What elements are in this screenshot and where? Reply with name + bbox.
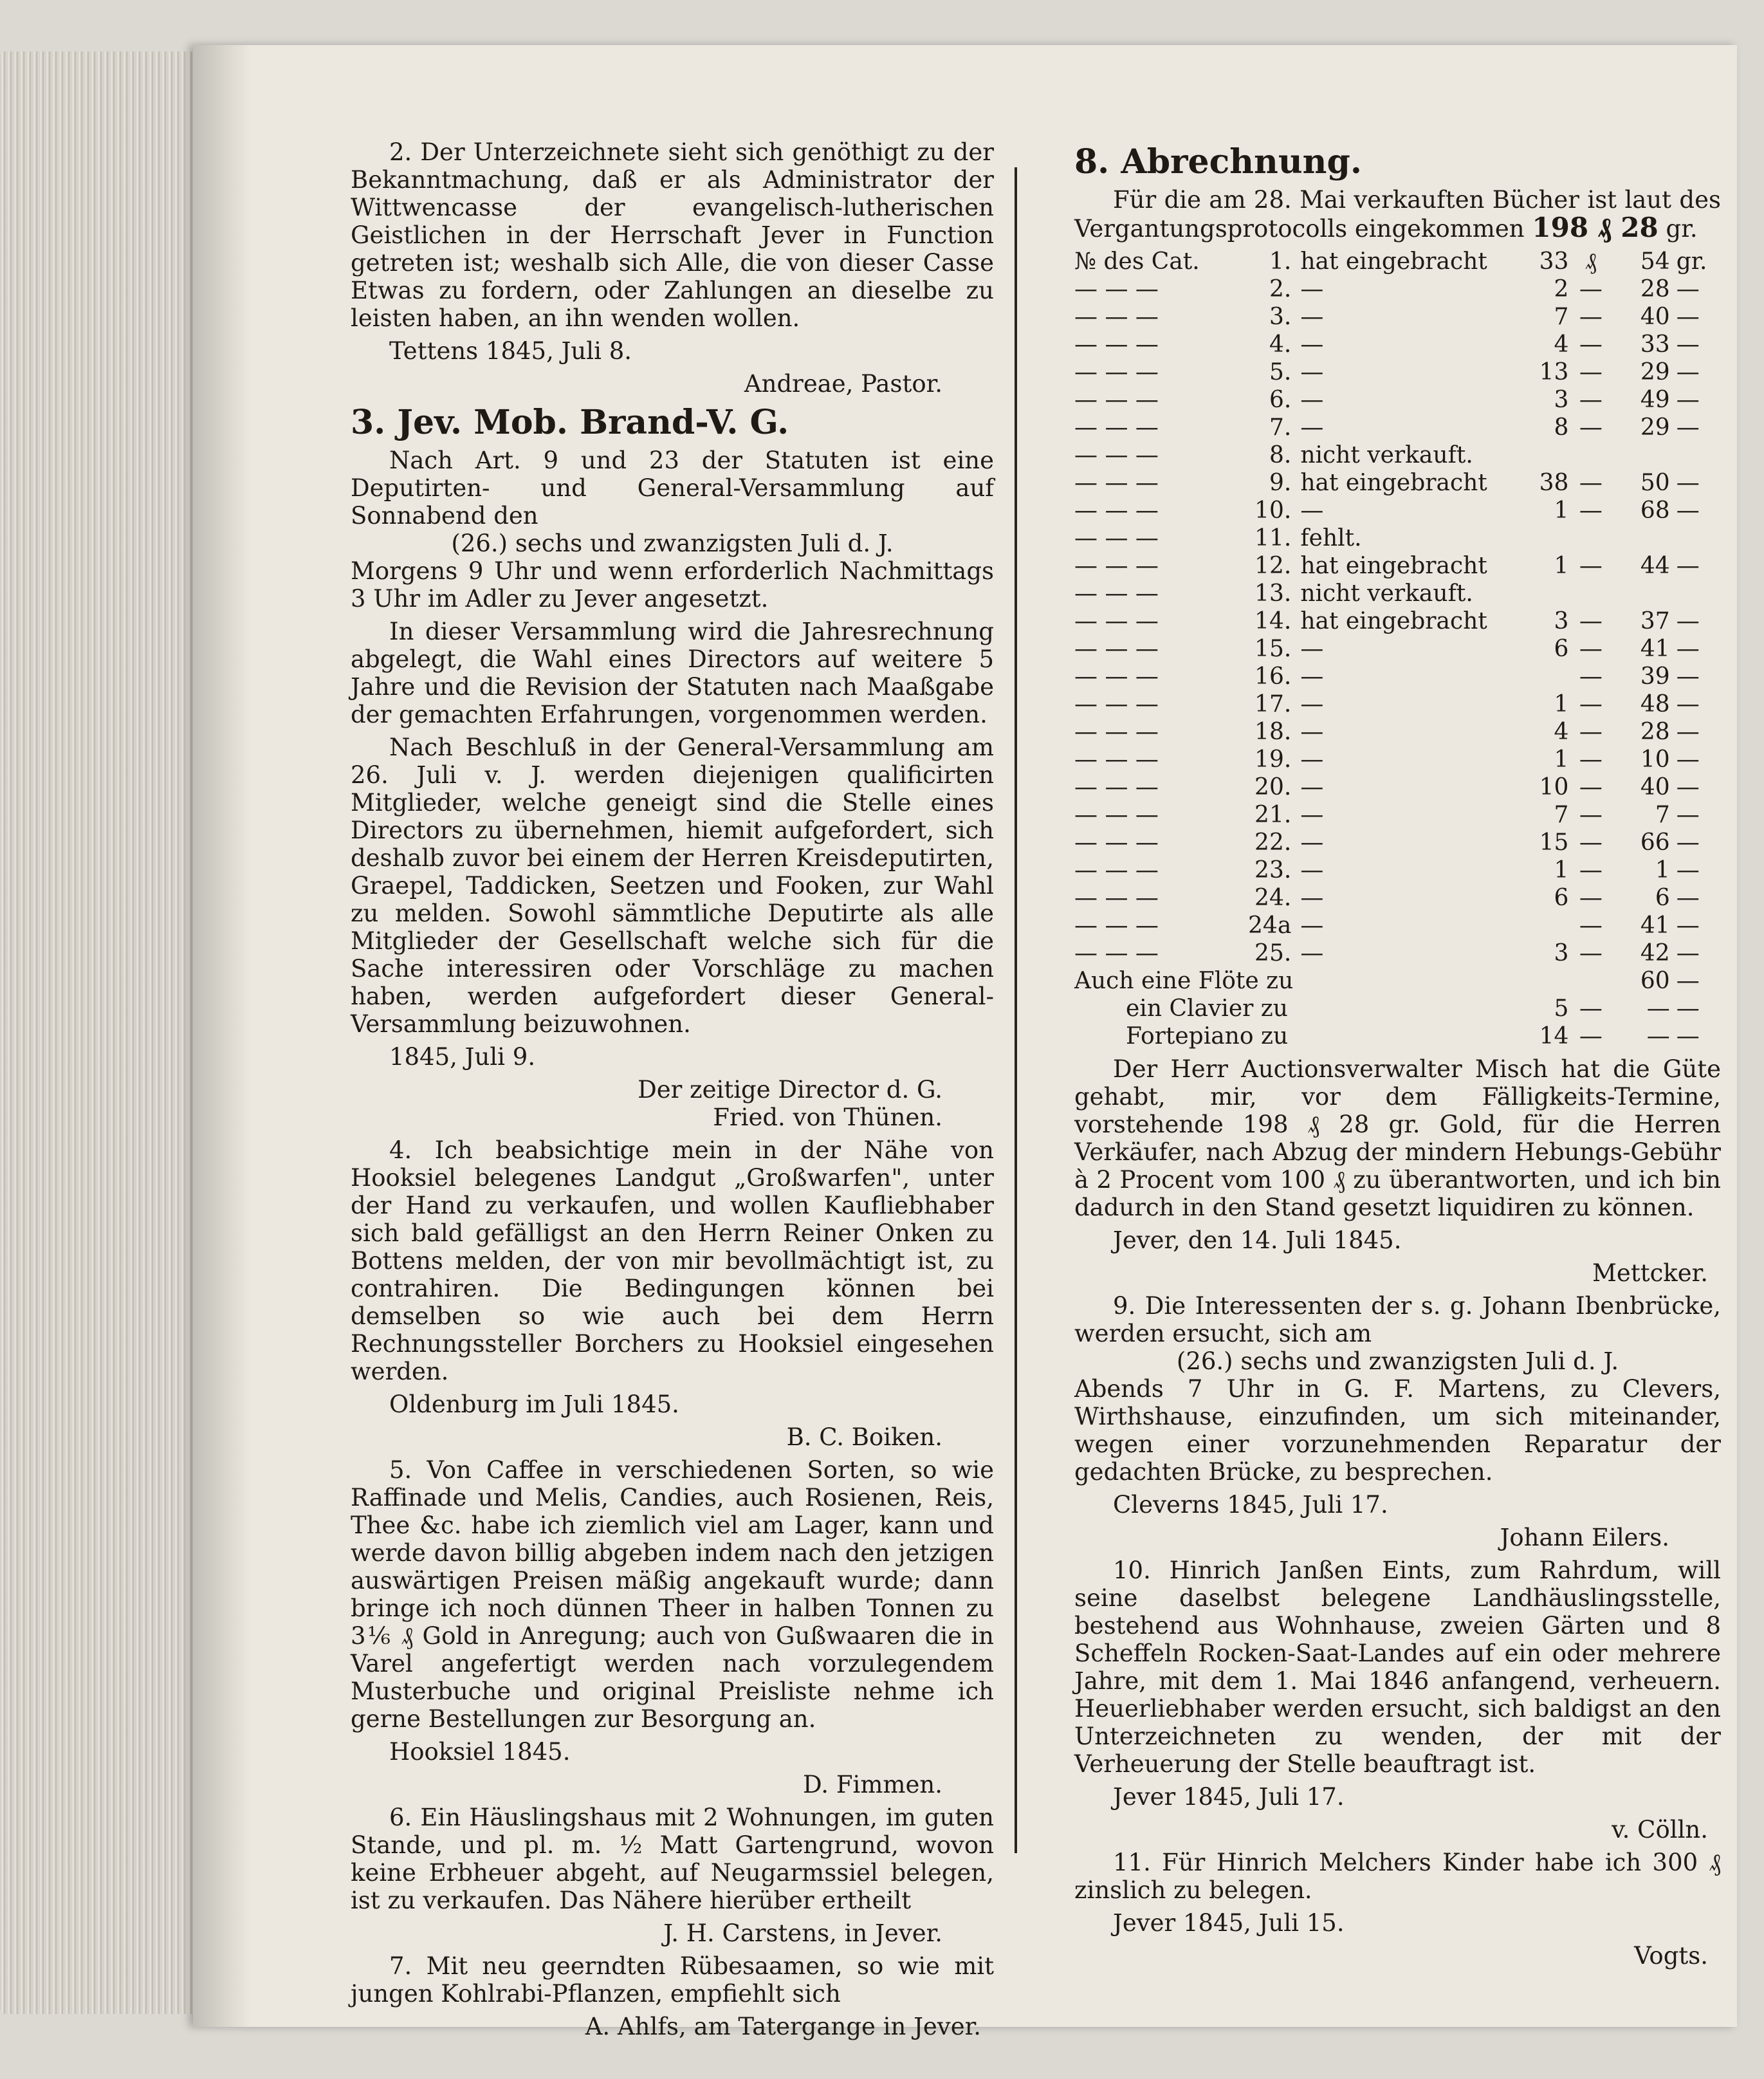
row-note: — — [1300, 940, 1324, 966]
book-page-edges — [0, 51, 193, 2014]
thaler-value: 4 — [1554, 719, 1569, 745]
groschen-value: 7 — [1655, 802, 1670, 828]
catalog-number: 12. — [1254, 553, 1292, 579]
row-note: hat eingebracht — [1300, 470, 1487, 496]
row-note: — — [1300, 912, 1324, 939]
catalog-label: — — — — [1074, 331, 1159, 358]
catalog-number: 10. — [1254, 497, 1292, 524]
currency-sign: — — [1579, 857, 1603, 883]
table-row — [1074, 939, 1721, 967]
table-row — [1074, 248, 1721, 275]
catalog-number: 4. — [1269, 331, 1292, 358]
catalog-label: — — — — [1074, 580, 1159, 607]
row-note: — — [1300, 802, 1324, 828]
catalog-label: — — — — [1074, 663, 1159, 690]
currency-sign: — — [1579, 331, 1603, 358]
notice-text: Nach Art. 9 und 23 der Statuten ist eine Deputirten- und General-Versammlung auf Sonnabend den — [351, 447, 994, 530]
place-date: Jever, den 14. Juli 1845. — [1113, 1226, 1402, 1254]
thaler-value: 4 — [1554, 331, 1569, 358]
currency-sign: — — [1579, 608, 1603, 634]
thaler-value: 8 — [1554, 414, 1569, 441]
catalog-number: 20. — [1254, 774, 1292, 800]
row-note: — — [1300, 497, 1324, 524]
thaler-value: 10 — [1539, 774, 1569, 800]
table-row — [1074, 580, 1721, 607]
place-date: Oldenburg im Juli 1845. — [389, 1391, 679, 1418]
signature: Mettcker. — [1592, 1259, 1708, 1287]
unit-suffix: — — [1676, 276, 1700, 302]
groschen-value: 49 — [1640, 387, 1670, 413]
unit-suffix: — — [1676, 1023, 1700, 1049]
notice-text: 5. Von Caffee in verschiedenen Sorten, so wie Raffinade und Melis, Candies, auch Rosienen, Reis, Thee &c. habe ich ziemlich viel am Lager, kann und werde davon billig abgeben indem nach den jetzigen auswärtigen Preisen mäßig angekauft wurde; dann bringe ich noch dünnen Theer in halben Tonnen zu 3⅙ ₰ Gold in Anregung; auch von Gußwaaren die in Varel angefertigt werden nach vorzulegendem Musterbuche und original Preisliste nehme ich gerne Bestellungen zur Besorgung an. — [351, 1456, 994, 1733]
catalog-number: 24a — [1248, 912, 1292, 939]
table-row — [1074, 275, 1721, 303]
groschen-value: 37 — [1640, 608, 1670, 634]
currency-sign: — — [1579, 774, 1603, 800]
currency-sign: — — [1579, 553, 1603, 579]
item-label: ein Clavier zu — [1126, 995, 1288, 1022]
row-note: — — [1300, 746, 1324, 773]
catalog-number: 25. — [1254, 940, 1292, 966]
unit-suffix: — — [1676, 940, 1700, 966]
unit-suffix: gr. — [1676, 248, 1707, 275]
signature: A. Ahlfs, am Tatergange in Jever. — [585, 2013, 981, 2040]
table-row — [1074, 607, 1721, 635]
notice-text: 2. Der Unterzeichnete sieht sich genöthigt zu der Bekanntmachung, daß er als Administrator der Wittwencasse der evangelisch-lutherischen Geistlichen in der Herrschaft Jever in Function getreten ist; weshalb sich Alle, die von dieser Casse Etwas zu fordern, oder Zahlungen an dieselbe zu leisten haben, an ihn wenden wollen. — [351, 138, 994, 332]
place-date: Cleverns 1845, Juli 17. — [1113, 1491, 1388, 1519]
table-row — [1074, 773, 1721, 801]
thaler-value: 3 — [1554, 387, 1569, 413]
notice-7 — [351, 1952, 994, 2040]
currency-sign — [1568, 441, 1613, 469]
catalog-label: — — — — [1074, 497, 1159, 524]
unit-suffix: — — [1676, 470, 1700, 496]
catalog-label: — — — — [1074, 276, 1159, 302]
notice-text: Der Herr Auctionsverwalter Misch hat die Güte gehabt, mir, vor dem Fälligkeits-Termine, vorstehende 198 ₰ 28 gr. Gold, für die Herren Verkäufer, nach Abzug der mindern Hebungs-Gebühr à 2 Procent vom 100 ₰ zu überantworten, und ich bin dadurch in den Stand gesetzt liquidiren zu können. — [1074, 1055, 1721, 1221]
catalog-label: № des Cat. — [1074, 248, 1200, 275]
table-row — [1074, 718, 1721, 746]
unit-suffix: — — [1676, 304, 1700, 330]
notice-6 — [351, 1804, 994, 1947]
currency-sign: — — [1579, 912, 1603, 939]
notice-intro — [1074, 186, 1721, 243]
unit-suffix: — — [1676, 885, 1700, 911]
left-column — [351, 138, 994, 2046]
thaler-value: 7 — [1554, 304, 1569, 330]
signature: v. Cölln. — [1612, 1816, 1708, 1843]
catalog-number: 13. — [1254, 580, 1292, 607]
groschen-value: — — [1646, 995, 1670, 1022]
row-note: — — [1300, 414, 1324, 441]
row-note: — — [1300, 829, 1324, 856]
catalog-number: 6. — [1269, 387, 1292, 413]
catalog-number: 15. — [1254, 636, 1292, 662]
thaler-value: 38 — [1539, 470, 1569, 496]
currency-sign — [1568, 524, 1613, 552]
table-row — [1074, 746, 1721, 773]
groschen-value: 28 — [1640, 719, 1670, 745]
catalog-label: — — — — [1074, 470, 1159, 496]
groschen-value: 39 — [1640, 663, 1670, 690]
row-note: — — [1300, 331, 1324, 358]
table-row — [1074, 912, 1721, 939]
notice-text: 6. Ein Häuslingshaus mit 2 Wohnungen, im guten Stande, und pl. m. ½ Matt Gartengrund, wovon keine Erbheuer abgeht, auf Neugarmssiel belegen, ist zu verkaufen. Das Nähere hierüber ertheilt — [351, 1804, 994, 1914]
unit-suffix: — — [1676, 912, 1700, 939]
catalog-label: — — — — [1074, 691, 1159, 717]
catalog-label: — — — — [1074, 359, 1159, 385]
row-note: — — [1300, 691, 1324, 717]
table-row — [1074, 303, 1721, 331]
catalog-label: — — — — [1074, 442, 1159, 468]
row-note: hat eingebracht — [1300, 608, 1487, 634]
signature: Johann Eilers. — [1500, 1524, 1669, 1551]
notice-text: 7. Mit neu geerndten Rübesaamen, so wie mit jungen Kohlrabi-Pflanzen, empfiehlt sich — [351, 1952, 994, 2008]
groschen-value: 29 — [1640, 359, 1670, 385]
row-note: — — [1300, 885, 1324, 911]
row-note: — — [1300, 663, 1324, 690]
thaler-value: 6 — [1554, 885, 1569, 911]
currency-sign: — — [1579, 940, 1603, 966]
table-row — [1074, 524, 1721, 552]
catalog-number: 2. — [1269, 276, 1292, 302]
unit-suffix: — — [1676, 995, 1700, 1022]
unit-suffix: — — [1676, 553, 1700, 579]
unit-suffix: — — [1676, 331, 1700, 358]
groschen-value: 60 — [1640, 968, 1670, 994]
groschen-value: 29 — [1640, 414, 1670, 441]
signature: Der zeitige Director d. G. — [638, 1076, 942, 1104]
thaler-value: 1 — [1554, 553, 1569, 579]
catalog-label: — — — — [1074, 746, 1159, 773]
catalog-label: — — — — [1074, 387, 1159, 413]
notice-text: 9. Die Interessenten der s. g. Johann Ibenbrücke, werden ersucht, sich am — [1074, 1292, 1721, 1347]
table-row — [1074, 358, 1721, 386]
catalog-number: 24. — [1254, 885, 1292, 911]
notice-heading: 8. Abrechnung. — [1074, 142, 1362, 181]
table-row — [1074, 497, 1721, 524]
unit-suffix: — — [1676, 359, 1700, 385]
unit-suffix: — — [1676, 497, 1700, 524]
currency-sign: — — [1579, 276, 1603, 302]
table-row — [1074, 967, 1721, 995]
currency-sign: — — [1579, 885, 1603, 911]
currency-sign: — — [1579, 995, 1603, 1022]
groschen-value: 10 — [1640, 746, 1670, 773]
table-row — [1074, 856, 1721, 884]
thaler-value: 14 — [1539, 1023, 1569, 1049]
notice-heading: 3. Jev. Mob. Brand-V. G. — [351, 403, 789, 442]
unit-suffix: — — [1676, 774, 1700, 800]
currency-sign: — — [1579, 802, 1603, 828]
notice-10 — [1074, 1557, 1721, 1843]
meeting-date: (26.) sechs und zwanzigsten Juli d. J. — [451, 530, 894, 557]
row-note: — — [1300, 387, 1324, 413]
column-divider — [1015, 167, 1017, 1853]
thaler-value: 5 — [1554, 995, 1569, 1022]
notice-8 — [1074, 142, 1721, 1287]
place-date: Tettens 1845, Juli 8. — [389, 337, 632, 365]
catalog-number: 16. — [1254, 663, 1292, 690]
catalog-label: — — — — [1074, 774, 1159, 800]
unit-suffix: — — [1676, 829, 1700, 856]
currency-sign: — — [1579, 387, 1603, 413]
notice-9 — [1074, 1292, 1721, 1551]
row-note: — — [1300, 276, 1324, 302]
item-label: Auch eine Flöte zu — [1074, 968, 1294, 994]
thaler-value: 1 — [1554, 746, 1569, 773]
groschen-value: 40 — [1640, 304, 1670, 330]
unit-suffix — [1670, 580, 1721, 607]
place-date: 1845, Juli 9. — [389, 1043, 536, 1071]
thaler-value — [1512, 580, 1568, 607]
thaler-value: 6 — [1554, 636, 1569, 662]
groschen-value: 42 — [1640, 940, 1670, 966]
notice-text: 11. Für Hinrich Melchers Kinder habe ich 300 ₰ zinslich zu belegen. — [1074, 1849, 1721, 1904]
table-row — [1074, 884, 1721, 912]
thaler-value: 2 — [1554, 276, 1569, 302]
groschen-value: 66 — [1640, 829, 1670, 856]
thaler-value — [1512, 441, 1568, 469]
thaler-value — [1512, 912, 1568, 939]
thaler-value: 3 — [1554, 608, 1569, 634]
signature: J. H. Carstens, in Jever. — [663, 1919, 942, 1947]
thaler-value: 33 — [1539, 248, 1569, 275]
signature: Andreae, Pastor. — [744, 370, 942, 398]
intro-unit: gr. — [1666, 215, 1698, 243]
place-date: Jever 1845, Juli 17. — [1113, 1783, 1345, 1811]
unit-suffix: — — [1676, 663, 1700, 690]
thaler-value — [1512, 524, 1568, 552]
catalog-number: 3. — [1269, 304, 1292, 330]
signature: D. Fimmen. — [802, 1771, 942, 1798]
thaler-value: 7 — [1554, 802, 1569, 828]
currency-sign: — — [1579, 1023, 1603, 1049]
thaler-value: 1 — [1554, 497, 1569, 524]
catalog-label: — — — — [1074, 829, 1159, 856]
table-row — [1074, 829, 1721, 856]
unit-suffix: — — [1676, 857, 1700, 883]
row-note: fehlt. — [1300, 525, 1362, 551]
unit-suffix: — — [1676, 387, 1700, 413]
currency-sign: — — [1579, 746, 1603, 773]
groschen-value — [1613, 441, 1669, 469]
thaler-value: 15 — [1539, 829, 1569, 856]
catalog-label: — — — — [1074, 719, 1159, 745]
catalog-label: — — — — [1074, 414, 1159, 441]
currency-sign: — — [1579, 359, 1603, 385]
table-row — [1074, 331, 1721, 358]
table-row — [1074, 801, 1721, 829]
catalog-label: — — — — [1074, 940, 1159, 966]
groschen-value: 41 — [1640, 636, 1670, 662]
notice-text: In dieser Versammlung wird die Jahresrechnung abgelegt, die Wahl eines Directors auf weitere 5 Jahre und die Revision der Statuten nach Maaßgabe der gemachten Erfahrungen, vorgenommen werden. — [351, 618, 994, 728]
currency-sign — [1568, 580, 1613, 607]
catalog-number: 18. — [1254, 719, 1292, 745]
intro-total: 198 ₰ 28 — [1532, 212, 1658, 243]
groschen-value — [1613, 580, 1669, 607]
unit-suffix: — — [1676, 968, 1700, 994]
currency-sign: — — [1579, 719, 1603, 745]
groschen-value: 54 — [1640, 248, 1670, 275]
notice-text: 10. Hinrich Janßen Eints, zum Rahrdum, will seine daselbst belegene Landhäuslingsstelle, bestehend aus Wohnhause, zweien Gärten und 8 Scheffeln Rocken-Saat-Landes auf ein oder mehrere Jahre, mit dem 1. Mai 1846 anfangend, verheuern. Heuerliebhaber werden ersucht, sich baldigst an den Unterzeichneten zu wenden, der mit der Verheuerung der Stelle beauftragt ist. — [1074, 1557, 1721, 1778]
currency-sign: — — [1579, 470, 1603, 496]
catalog-number: 17. — [1254, 691, 1292, 717]
catalog-label: — — — — [1074, 608, 1159, 634]
right-column — [1074, 138, 1721, 1975]
table-row — [1074, 441, 1721, 469]
currency-sign: — — [1579, 414, 1603, 441]
signature: Vogts. — [1634, 1942, 1708, 1970]
notice-3 — [351, 403, 994, 1131]
catalog-label: — — — — [1074, 885, 1159, 911]
groschen-value: 48 — [1640, 691, 1670, 717]
row-note: hat eingebracht — [1300, 248, 1487, 275]
table-row — [1074, 386, 1721, 414]
catalog-number: 1. — [1269, 248, 1292, 275]
catalog-number: 9. — [1269, 470, 1292, 496]
groschen-value: 33 — [1640, 331, 1670, 358]
row-note: — — [1300, 774, 1324, 800]
table-row — [1074, 414, 1721, 441]
row-note: — — [1300, 636, 1324, 662]
notice-5 — [351, 1456, 994, 1798]
groschen-value: 44 — [1640, 553, 1670, 579]
groschen-value: 68 — [1640, 497, 1670, 524]
unit-suffix — [1670, 441, 1721, 469]
unit-suffix: — — [1676, 719, 1700, 745]
currency-sign: — — [1579, 304, 1603, 330]
notice-text: 4. Ich beabsichtige mein in der Nähe von Hooksiel belegenes Landgut „Großwarfen", unter der Hand zu verkaufen, und wollen Kaufliebhaber sich bald gefälligst an den Herrn Reiner Onken zu Bottens melden, der von mir bevollmächtigt ist, zu contrahiren. Die Bedingungen können bei demselben so wie auch bei dem Herrn Rechnungssteller Borchers zu Hooksiel eingesehen werden. — [351, 1136, 994, 1385]
place-date: Jever 1845, Juli 15. — [1113, 1909, 1345, 1937]
currency-sign — [1568, 967, 1613, 995]
catalog-number: 11. — [1254, 525, 1292, 551]
unit-suffix: — — [1676, 608, 1700, 634]
notice-text: Nach Beschluß in der General-Versammlung am 26. Juli v. J. werden diejenigen qualificirten Mitglieder, welche geneigt sind die Stelle eines Directors zu übernehmen, hiemit aufgefordert, sich deshalb zuvor bei einem der Herren Kreisdeputirten, Graepel, Taddicken, Seetzen und Fooken, zur Wahl zu melden. Sowohl sämmtliche Deputirte als alle Mitglieder der Gesellschaft welche sich für die Sache interessiren oder Vorschläge zu machen haben, werden aufgefordert dieser General-Versammlung beizuwohnen. — [351, 734, 994, 1038]
catalog-label: — — — — [1074, 525, 1159, 551]
catalog-label: — — — — [1074, 636, 1159, 662]
catalog-number: 22. — [1254, 829, 1292, 856]
currency-sign: — — [1579, 691, 1603, 717]
catalog-label: — — — — [1074, 912, 1159, 939]
catalog-number: 21. — [1254, 802, 1292, 828]
catalog-number: 14. — [1254, 608, 1292, 634]
notice-2 — [351, 138, 994, 398]
thaler-value — [1512, 967, 1568, 995]
currency-sign: ₰ — [1585, 248, 1597, 275]
notice-4 — [351, 1136, 994, 1451]
groschen-value: 40 — [1640, 774, 1670, 800]
thaler-value: 1 — [1554, 691, 1569, 717]
catalog-label: — — — — [1074, 304, 1159, 330]
unit-suffix: — — [1676, 746, 1700, 773]
catalog-number: 8. — [1269, 442, 1292, 468]
row-note: nicht verkauft. — [1300, 580, 1473, 607]
table-row — [1074, 469, 1721, 497]
unit-suffix: — — [1676, 691, 1700, 717]
thaler-value: 1 — [1554, 857, 1569, 883]
groschen-value: 28 — [1640, 276, 1670, 302]
intro-text: Für die am 28. Mai verkauften Bücher ist laut des Vergantungsprotocolls eingekommen — [1074, 186, 1721, 243]
unit-suffix: — — [1676, 802, 1700, 828]
catalog-label: — — — — [1074, 802, 1159, 828]
gutter-shadow — [193, 45, 251, 2027]
groschen-value: — — [1646, 1023, 1670, 1049]
notice-11 — [1074, 1849, 1721, 1970]
currency-sign: — — [1579, 497, 1603, 524]
catalog-label: — — — — [1074, 857, 1159, 883]
thaler-value: 13 — [1539, 359, 1569, 385]
signature: Fried. von Thünen. — [713, 1104, 942, 1131]
signature: B. C. Boiken. — [786, 1423, 942, 1451]
row-note: — — [1300, 359, 1324, 385]
row-note: — — [1300, 857, 1324, 883]
catalog-number: 19. — [1254, 746, 1292, 773]
currency-sign: — — [1579, 829, 1603, 856]
place-date: Hooksiel 1845. — [389, 1738, 571, 1766]
thaler-value: 3 — [1554, 940, 1569, 966]
currency-sign: — — [1579, 663, 1603, 690]
groschen-value: 1 — [1655, 857, 1670, 883]
row-note: — — [1300, 719, 1324, 745]
item-label: Fortepiano zu — [1126, 1023, 1289, 1049]
row-note: — — [1300, 304, 1324, 330]
meeting-date: (26.) sechs und zwanzigsten Juli d. J. — [1176, 1347, 1619, 1375]
unit-suffix: — — [1676, 414, 1700, 441]
accounts-table — [1074, 248, 1721, 1050]
table-row — [1074, 663, 1721, 690]
groschen-value — [1613, 524, 1669, 552]
groschen-value: 50 — [1640, 470, 1670, 496]
row-note: nicht verkauft. — [1300, 442, 1473, 468]
unit-suffix — [1670, 524, 1721, 552]
table-row — [1074, 690, 1721, 718]
catalog-number: 5. — [1269, 359, 1292, 385]
table-row — [1074, 995, 1721, 1022]
catalog-number: 7. — [1269, 414, 1292, 441]
table-row — [1074, 635, 1721, 663]
unit-suffix: — — [1676, 636, 1700, 662]
table-row — [1074, 1022, 1721, 1050]
thaler-value — [1512, 663, 1568, 690]
groschen-value: 6 — [1655, 885, 1670, 911]
groschen-value: 41 — [1640, 912, 1670, 939]
notice-text: Abends 7 Uhr in G. F. Martens, zu Clevers, Wirthshause, einzufinden, um sich miteinander, wegen einer vorzunehmenden Reparatur der gedachten Brücke, zu besprechen. — [1074, 1375, 1721, 1486]
notice-text: Morgens 9 Uhr und wenn erforderlich Nachmittags 3 Uhr im Adler zu Jever angesetzt. — [351, 557, 994, 613]
catalog-number: 23. — [1254, 857, 1292, 883]
table-row — [1074, 552, 1721, 580]
catalog-label: — — — — [1074, 553, 1159, 579]
currency-sign: — — [1579, 636, 1603, 662]
row-note: hat eingebracht — [1300, 553, 1487, 579]
